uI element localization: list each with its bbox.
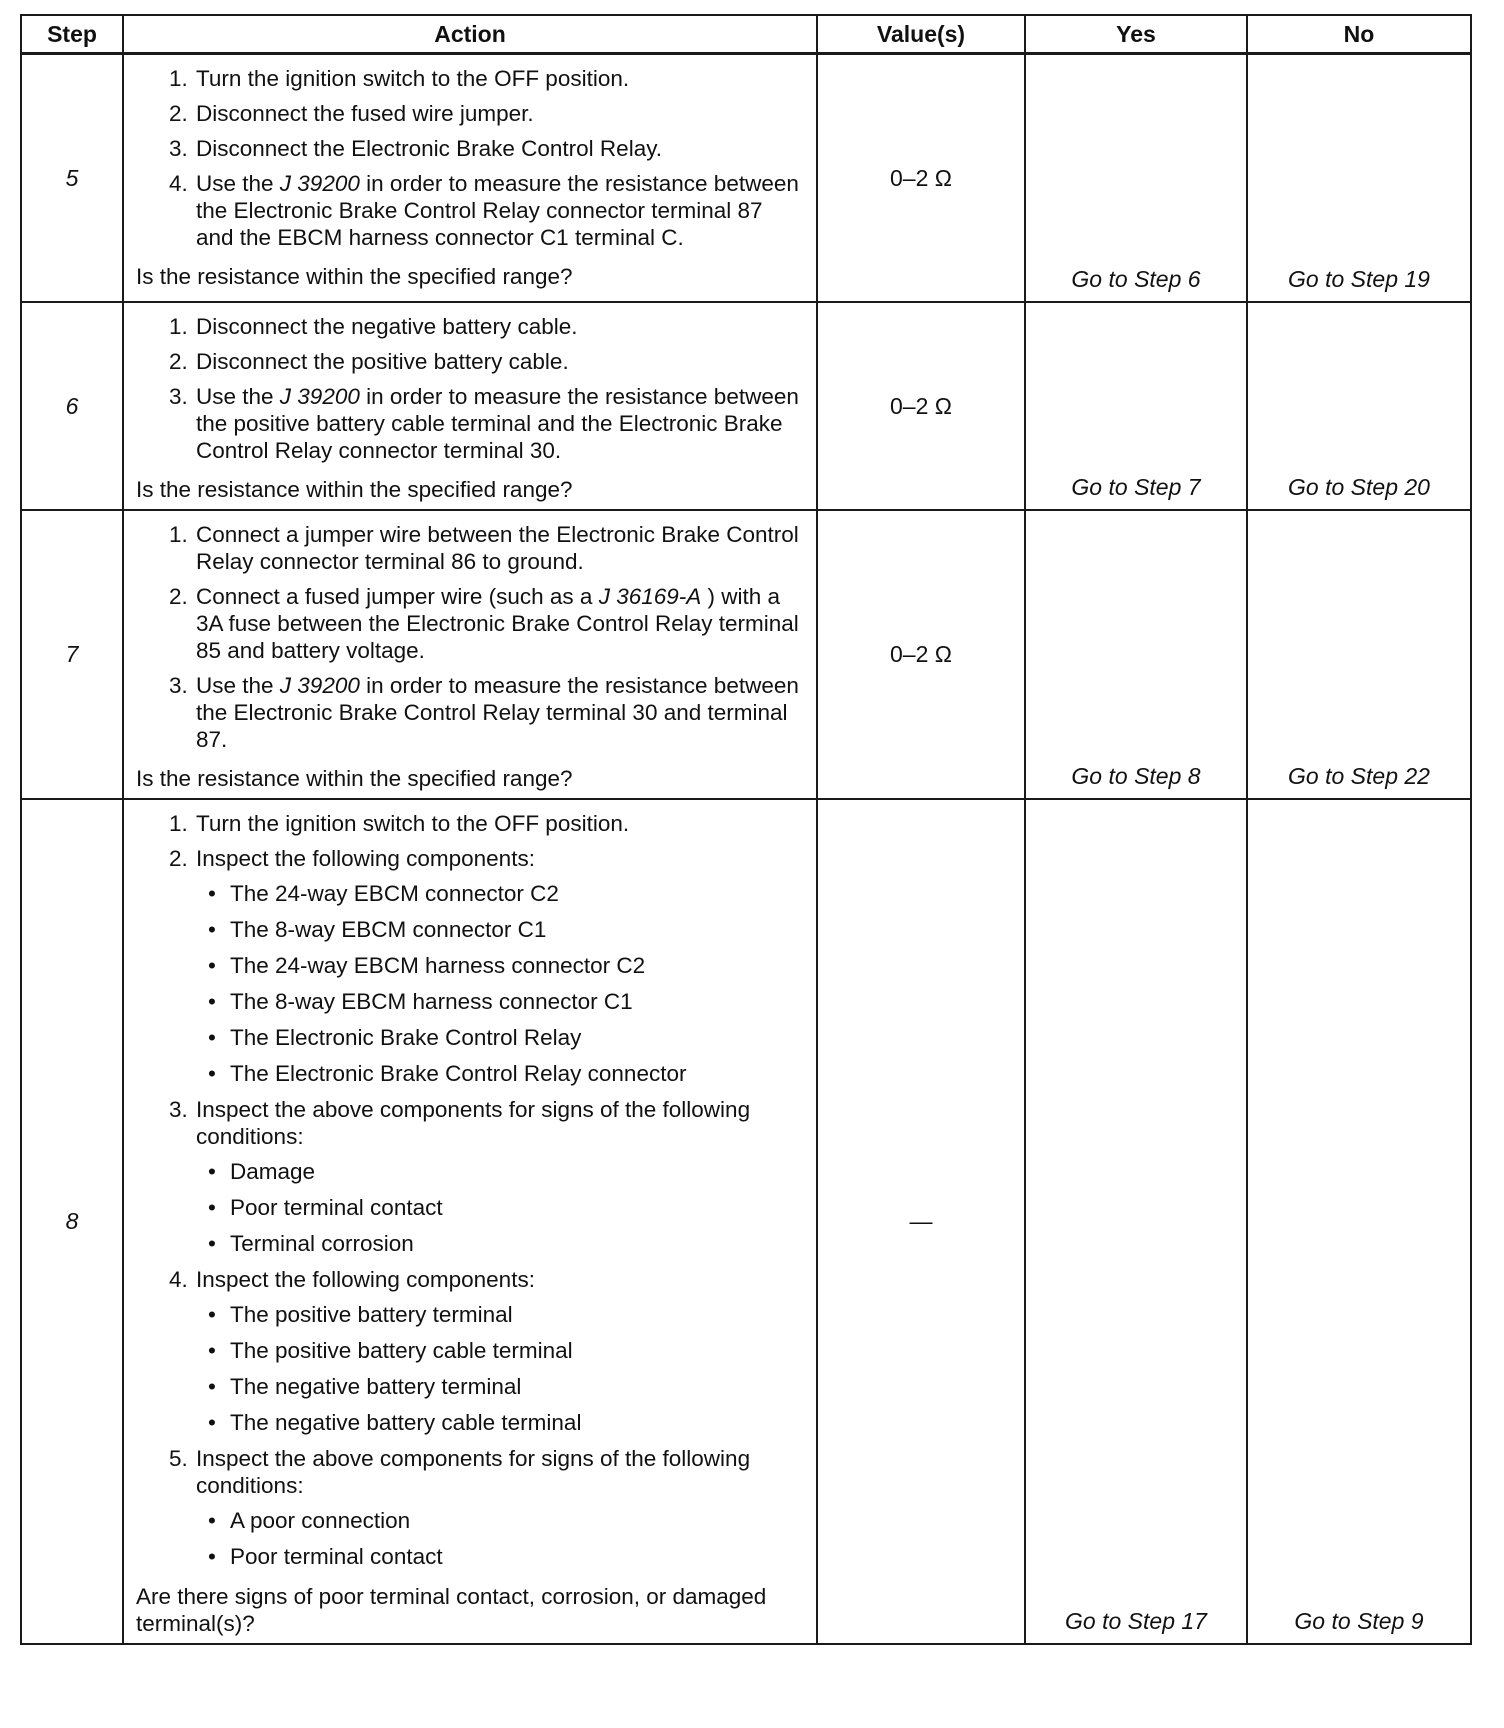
sub-bullet-item: • Poor terminal contact xyxy=(230,1543,806,1570)
sub-bullet-item: • Terminal corrosion xyxy=(230,1230,806,1257)
table-row xyxy=(21,510,1471,799)
table-row xyxy=(21,54,1471,303)
action-step-text: in order to measure the resistance between the Electronic Brake Control Relay terminal 30 and terminal 87. xyxy=(196,673,799,752)
action-step-text: Inspect the following components: xyxy=(196,846,535,871)
action-step-text: Inspect the above components for signs of the following conditions: xyxy=(196,1097,751,1149)
sub-bullet-item: • A poor connection xyxy=(230,1507,806,1534)
no-result: Go to Step 19 xyxy=(1247,54,1471,303)
action-content xyxy=(136,65,806,295)
action-step-text: in order to measure the resistance between the Electronic Brake Control Relay connector terminal 87 and the EBCM harness connector C1 terminal C. xyxy=(196,171,799,250)
action-cell xyxy=(123,54,817,303)
action-step xyxy=(194,1096,806,1257)
action-steps-list xyxy=(136,313,806,472)
action-step xyxy=(194,1445,806,1570)
tool-reference: J 39200 xyxy=(279,171,360,196)
diagnostic-table xyxy=(20,14,1472,1645)
sub-bullet-item: • Poor terminal contact xyxy=(230,1194,806,1221)
action-question: Is the resistance within the specified range? xyxy=(136,264,573,289)
action-question: Is the resistance within the specified range? xyxy=(136,766,573,791)
action-step xyxy=(194,348,806,375)
yes-result: Go to Step 7 xyxy=(1025,302,1247,510)
sub-bullet-item: • The 8-way EBCM harness connector C1 xyxy=(230,988,806,1015)
step-number: 7 xyxy=(21,510,123,799)
header-row xyxy=(21,15,1471,54)
sub-bullet-item: • The 24-way EBCM harness connector C2 xyxy=(230,952,806,979)
yes-result: Go to Step 6 xyxy=(1025,54,1247,303)
action-content xyxy=(136,313,806,503)
step-number: 6 xyxy=(21,302,123,510)
action-step-text: Disconnect the Electronic Brake Control Relay. xyxy=(196,136,663,161)
value-cell: 0–2 Ω xyxy=(817,54,1025,303)
action-step-text: Inspect the following components: xyxy=(196,1267,535,1292)
action-step-text: Disconnect the negative battery cable. xyxy=(196,314,578,339)
header-action: Action xyxy=(123,15,817,54)
action-step xyxy=(194,583,806,664)
action-step-text: ) with a 3A fuse between the Electronic Brake Control Relay terminal 85 and battery voltage. xyxy=(196,584,799,663)
action-step-text: Disconnect the fused wire jumper. xyxy=(196,101,534,126)
action-steps-list xyxy=(136,810,806,1579)
action-step xyxy=(194,810,806,837)
tool-reference: J 36169-A xyxy=(598,584,702,609)
table-row xyxy=(21,302,1471,510)
sub-bullet-list xyxy=(196,880,806,1087)
action-cell xyxy=(123,799,817,1644)
action-step xyxy=(194,65,806,92)
value-cell: 0–2 Ω xyxy=(817,510,1025,799)
sub-bullet-item: • The negative battery cable terminal xyxy=(230,1409,806,1436)
no-result: Go to Step 20 xyxy=(1247,302,1471,510)
action-step xyxy=(194,135,806,162)
action-content xyxy=(136,521,806,792)
action-question: Is the resistance within the specified range? xyxy=(136,477,573,502)
sub-bullet-item: • The positive battery cable terminal xyxy=(230,1337,806,1364)
action-step-text: Turn the ignition switch to the OFF position. xyxy=(196,66,630,91)
yes-result: Go to Step 17 xyxy=(1025,799,1247,1644)
action-question: Are there signs of poor terminal contact, corrosion, or damaged terminal(s)? xyxy=(136,1584,767,1636)
action-step xyxy=(194,1266,806,1436)
action-step xyxy=(194,100,806,127)
sub-bullet-item: • The Electronic Brake Control Relay xyxy=(230,1024,806,1051)
sub-bullet-item: • The 24-way EBCM connector C2 xyxy=(230,880,806,907)
action-step-text: Use the xyxy=(196,384,280,409)
action-step-text: Connect a jumper wire between the Electronic Brake Control Relay connector terminal 86 to ground. xyxy=(196,522,799,574)
step-number: 5 xyxy=(21,54,123,303)
tool-reference: J 39200 xyxy=(279,673,360,698)
sub-bullet-item: • The 8-way EBCM connector C1 xyxy=(230,916,806,943)
sub-bullet-item: • The Electronic Brake Control Relay connector xyxy=(230,1060,806,1087)
step-number: 8 xyxy=(21,799,123,1644)
action-step-text: Use the xyxy=(196,673,280,698)
action-step xyxy=(194,313,806,340)
action-step-text: Turn the ignition switch to the OFF position. xyxy=(196,811,630,836)
no-result: Go to Step 9 xyxy=(1247,799,1471,1644)
header-no: No xyxy=(1247,15,1471,54)
value-cell: 0–2 Ω xyxy=(817,302,1025,510)
action-step xyxy=(194,383,806,464)
action-step xyxy=(194,521,806,575)
action-steps-list xyxy=(136,521,806,761)
action-cell xyxy=(123,302,817,510)
action-step-text: Inspect the above components for signs of the following conditions: xyxy=(196,1446,751,1498)
action-step xyxy=(194,845,806,1087)
sub-bullet-item: • The positive battery terminal xyxy=(230,1301,806,1328)
table-row xyxy=(21,799,1471,1644)
action-step-text: Disconnect the positive battery cable. xyxy=(196,349,569,374)
value-cell: — xyxy=(817,799,1025,1644)
header-values: Value(s) xyxy=(817,15,1025,54)
tool-reference: J 39200 xyxy=(279,384,360,409)
table-body xyxy=(21,54,1471,1645)
action-step-text: in order to measure the resistance between the positive battery cable terminal and the Electronic Brake Control Relay connector terminal 30. xyxy=(196,384,799,463)
action-steps-list xyxy=(136,65,806,259)
sub-bullet-list xyxy=(196,1507,806,1570)
sub-bullet-item: • The negative battery terminal xyxy=(230,1373,806,1400)
sub-bullet-list xyxy=(196,1158,806,1257)
action-step-text: Use the xyxy=(196,171,280,196)
action-step xyxy=(194,170,806,251)
yes-result: Go to Step 8 xyxy=(1025,510,1247,799)
no-result: Go to Step 22 xyxy=(1247,510,1471,799)
sub-bullet-item: • Damage xyxy=(230,1158,806,1185)
action-step xyxy=(194,672,806,753)
sub-bullet-list xyxy=(196,1301,806,1436)
action-step-text: Connect a fused jumper wire (such as a xyxy=(196,584,599,609)
header-yes: Yes xyxy=(1025,15,1247,54)
action-cell xyxy=(123,510,817,799)
action-content xyxy=(136,810,806,1637)
header-step: Step xyxy=(21,15,123,54)
